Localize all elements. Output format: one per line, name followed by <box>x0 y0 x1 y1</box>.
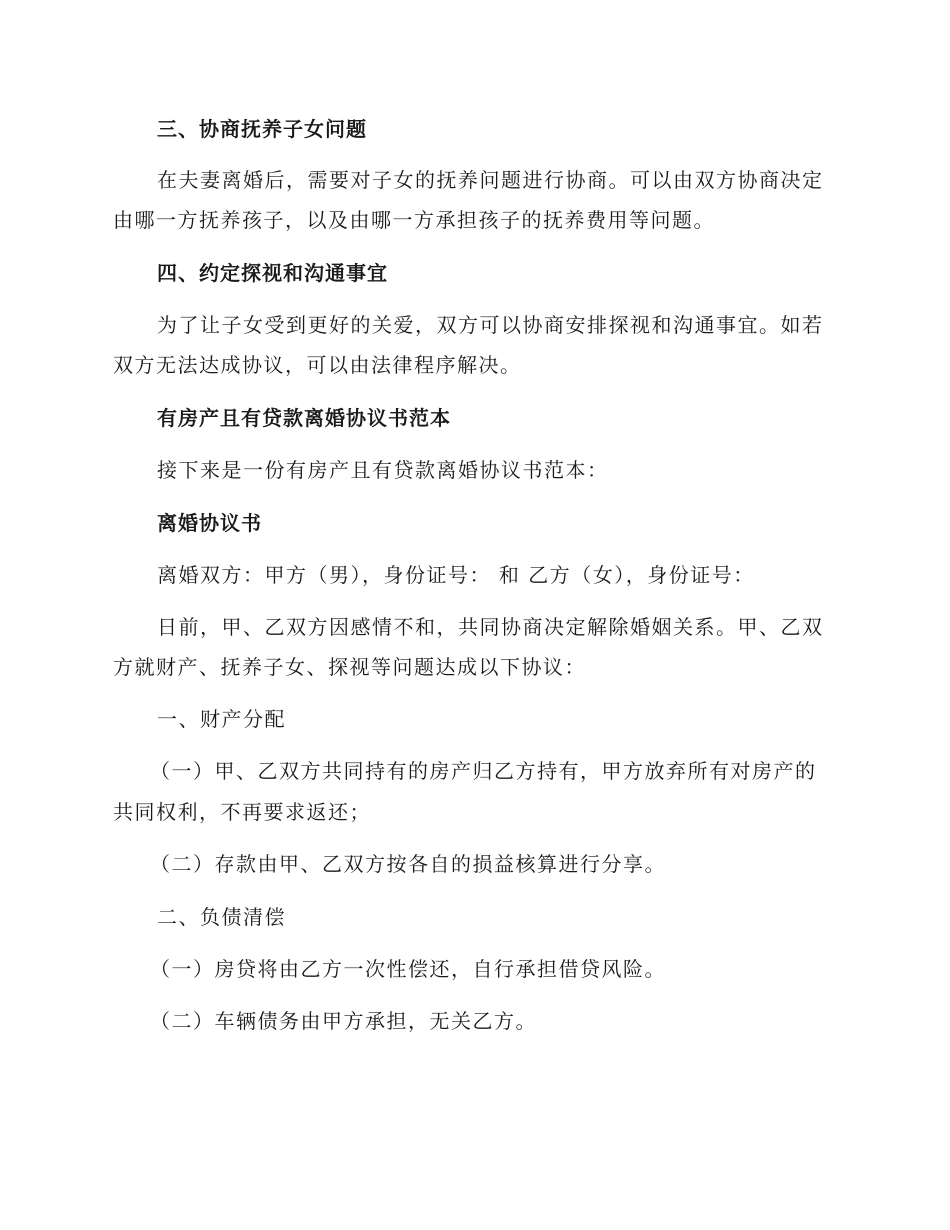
property-item-1-line-2: 共同权利，不再要求返还； <box>113 800 371 824</box>
section-4-paragraph-line-2: 双方无法达成协议，可以由法律程序解决。 <box>113 353 522 377</box>
section-3-paragraph-line-2: 由哪一方抚养孩子，以及由哪一方承担孩子的抚养费用等问题。 <box>113 208 715 232</box>
debt-item-1: （一）房贷将由乙方一次性偿还，自行承担借贷风险。 <box>150 957 666 981</box>
section-4-paragraph-line-1: 为了让子女受到更好的关爱，双方可以协商安排探视和沟通事宜。如若 <box>157 313 824 337</box>
section-3-heading: 三、协商抚养子女问题 <box>157 117 367 141</box>
debt-heading: 二、负债清偿 <box>157 905 286 929</box>
property-item-1-line-1: （一）甲、乙双方共同持有的房产归乙方持有，甲方放弃所有对房产的 <box>150 759 817 783</box>
preamble-line-2: 方就财产、抚养子女、探视等问题达成以下协议： <box>113 655 586 679</box>
debt-item-2: （二）车辆债务由甲方承担，无关乙方。 <box>150 1009 537 1033</box>
property-heading: 一、财产分配 <box>157 707 286 731</box>
section-4-heading: 四、约定探视和沟通事宜 <box>157 261 388 285</box>
section-3-paragraph-line-1: 在夫妻离婚后，需要对子女的抚养问题进行协商。可以由双方协商决定 <box>157 168 824 192</box>
agreement-title: 离婚协议书 <box>157 511 262 535</box>
property-item-2: （二）存款由甲、乙双方按各自的损益核算进行分享。 <box>150 852 666 876</box>
template-heading: 有房产且有贷款离婚协议书范本 <box>157 406 451 430</box>
preamble-line-1: 日前，甲、乙双方因感情不和，共同协商决定解除婚姻关系。甲、乙双 <box>157 615 824 639</box>
intro-text: 接下来是一份有房产且有贷款离婚协议书范本： <box>157 458 609 482</box>
parties-line: 离婚双方：甲方（男），身份证号： 和 乙方（女），身份证号： <box>157 563 755 587</box>
